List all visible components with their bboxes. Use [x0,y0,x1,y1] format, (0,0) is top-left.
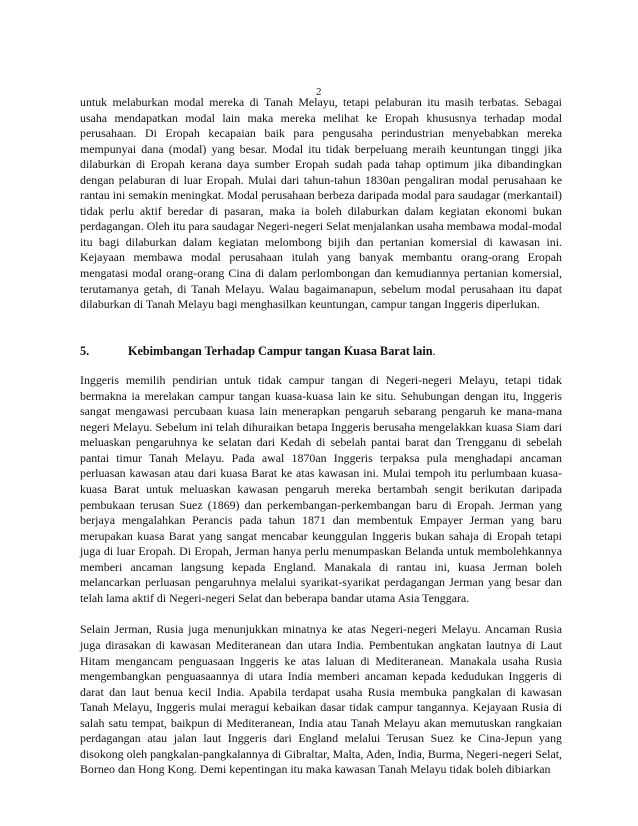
spacer [80,606,562,622]
page-number: 2 [316,86,322,98]
section-number: 5. [80,343,90,358]
section-title-end: . [432,343,436,358]
section-title-text: Kebimbangan Terhadap Campur tangan Kuasa Barat lain [128,343,433,358]
paragraph-jerman: Inggeris memilih pendirian untuk tidak campur tangan di Negeri-negeri Melayu, tetapi tidak bermakna ia merelakan campur tangan kuasa-kuasa lain ke situ. Sehubungan dengan itu, Inggeris sangat mengawasi percubaan kuasa lain menerapkan pengaruh sebarang pengaruh ke mana-mana negeri Melayu. Sebelum ini telah dihuraikan betapa Inggeris berusaha mengelakkan kuasa Siam dari meluaskan pengaruhnya ke selatan dari Kedah di sebelah pantai barat dan Trengganu di sebelah pantai timur Tanah Melayu. Pada awal 1870an Inggeris terpaksa pula menghadapi ancaman perluasan kawasan atau dari kuasa Barat ke atas kawasan ini. Mulai tempoh itu perlumbaan kuasa-kuasa Barat untuk meluaskan kawasan pengaruh mereka bertambah sengit berikutan daripada pembukaan terusan Suez (1869) dan perkembangan-perkembangan baru di Eropah. Jerman yang berjaya mengalahkan Perancis pada tahun 1871 dan membentuk Empayer Jerman yang baru merupakan kuasa Barat yang sangat mencabar keunggulan Inggeris bukan sahaja di Eropah tetapi juga di luar Eropah. Di Eropah, Jerman hanya perlu menumpaskan Belanda untuk membolehkannya memberi ancaman langsung kepada England. Manakala di rantau ini, kuasa Jerman boleh melancarkan perluasan pengaruhnya melalui syarikat-syarikat perdagangan Jerman yang besar dan telah lama aktif di Negeri-negeri Selat dan beberapa bandar utama Asia Tenggara. [80,373,562,605]
paragraph-intro: untuk melaburkan modal mereka di Tanah Melayu, tetapi pelaburan itu masih terbatas. Sebagai usaha mendapatkan modal lain maka mereka melihat ke Eropah khususnya terhadap modal perusahaan. Di Eropah kecapaian baik para pengusaha perindustrian menyebabkan mereka mempunyai dana (modal) yang besar. Modal itu tidak berpeluang meraih keuntungan tinggi jika dilaburkan di Eropah kerana daya sumber Eropah sudah pada tahap optimum jika dibandingkan dengan pelaburan di luar Eropah. Mulai dari tahun-tahun 1830an pengaliran modal perusahaan ke rantau ini semakin meningkat. Modal perusahaan berbeza daripada modal para saudagar (merkantail) tidak perlu aktif beredar di pasaran, maka ia boleh dilaburkan dalam kegiatan ekonomi bukan perdagangan. Oleh itu para saudagar Negeri-negeri Selat menjalankan usaha membawa modal-modal itu bagi dilaburkan dalam kegiatan melombong bijih dan pertanian komersial di kawasan ini. Kejayaan membawa modal perusahaan itulah yang banyak membantu orang-orang Eropah mengatasi modal orang-orang Cina di dalam perlombongan dan kemudiannya pertanian komersial, terutamanya getah, di Tanah Melayu. Walau bagaimanapun, sebelum modal perusahaan itu dapat dilaburkan di Tanah Melayu bagi menghasilkan keuntungan, campur tangan Inggeris diperlukan. [80,95,562,312]
document-page [80,95,562,778]
spacer [80,313,562,344]
spacer [80,359,562,373]
section-title [128,344,436,360]
paragraph-rusia: Selain Jerman, Rusia juga menunjukkan minatnya ke atas Negeri-negeri Melayu. Ancaman Rusia juga dirasakan di kawasan Mediteranean dan utara India. Pembentukan angkatan lautnya di Laut Hitam mengancam penguasaan Inggeris ke atas laluan di Mediteranean. Manakala usaha Rusia mengembangkan penguasaannya di utara India memberi ancaman kepada kedudukan Inggeris di darat dan laut benua kecil India. Apabila terdapat usaha Rusia membuka pangkalan di kawasan Tanah Melayu, Inggeris mulai meragui kebaikan dasar tidak campur tangannya. Kejayaan Rusia di salah satu tempat, baikpun di Mediteranean, India atau Tanah Melayu akan memutuskan rangkaian perdagangan atau jalan laut Inggeris dari England melalui Terusan Suez ke Cina-Jepun yang disokong oleh pangkalan-pangkalannya di Gibraltar, Malta, Aden, India, Burma, Negeri-negeri Selat, Borneo dan Hong Kong. Demi kepentingan itu maka kawasan Tanah Melayu tidak boleh dibiarkan [80,622,562,777]
section-heading [80,344,562,360]
